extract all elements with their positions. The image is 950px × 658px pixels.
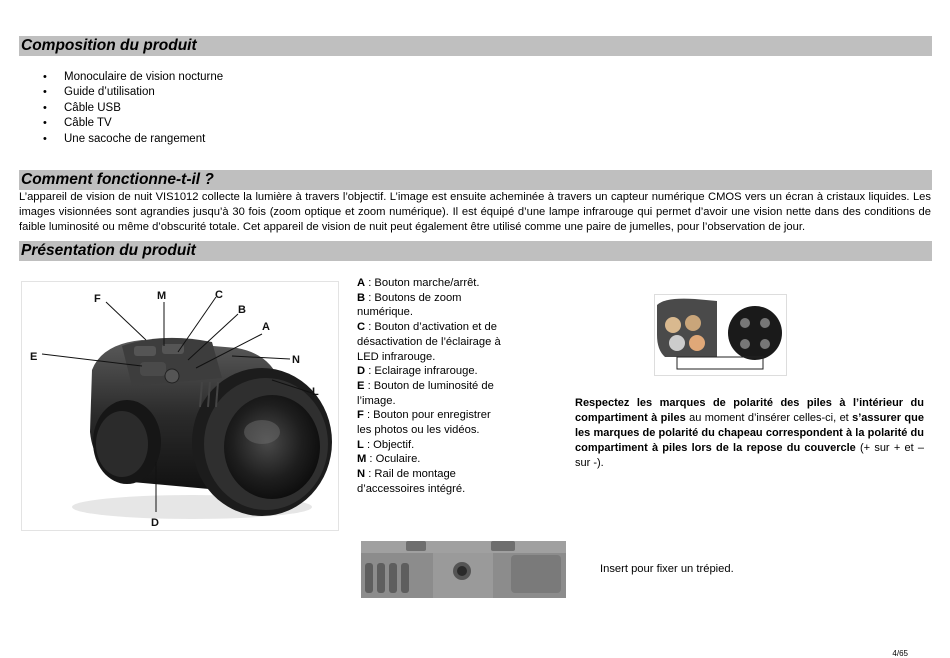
monocular-illustration — [22, 282, 338, 530]
battery-illustration — [655, 295, 786, 375]
list-item: • Câble USB — [40, 101, 223, 116]
section-header-composition — [19, 36, 932, 56]
section-title: Comment fonctionne-t-il ? — [21, 171, 214, 188]
diagram-label-l: L — [312, 386, 319, 398]
diagram-label-f: F — [94, 293, 101, 305]
description-paragraph: L’appareil de vision de nuit VIS1012 collecte la lumière à travers l’objectif. L’image est ensuite acheminée à travers un capteur numérique CMOS vers un écran à cristaux liquides. Les images visionnées sont agrandies jusqu’à 30 fois (zoom optique et zoom numérique). Il est équipé d’une lampe infrarouge qui permet d’avoir une vision nette dans des conditions de faible luminosité ou même d’obscurité totale. Cet appareil de vision de nuit peut également être utilisé comme une paire de jumelles, pour l’observation de jour. — [19, 191, 931, 234]
list-item: • Une sacoche de rangement — [40, 132, 223, 147]
section-title: Composition du produit — [21, 37, 197, 54]
tripod-insert-image — [361, 541, 566, 598]
components-list — [40, 70, 223, 147]
diagram-label-m: M — [157, 290, 167, 302]
legend-item: C : Bouton d’activation et de désactivation de l’éclairage à LED infrarouge. — [357, 321, 501, 363]
legend-item: M : Oculaire. — [357, 453, 421, 466]
legend-item: L : Objectif. — [357, 438, 415, 451]
legend-item: F : Bouton pour enregistrer les photos ou les vidéos. — [357, 409, 491, 437]
diagram-label-e: E — [30, 351, 38, 363]
legend-item: E : Bouton de luminosité de l’image. — [357, 379, 494, 407]
diagram-label-b: B — [238, 304, 246, 316]
tripod-illustration — [361, 541, 566, 598]
list-item: • Guide d’utilisation — [40, 85, 223, 100]
tripod-caption: Insert pour fixer un trépied. — [600, 563, 734, 575]
section-title: Présentation du produit — [21, 242, 196, 259]
section-header-presentation — [19, 241, 932, 261]
section-header-fonctionnement — [19, 170, 932, 190]
list-item: • Câble TV — [40, 116, 223, 131]
polarity-instructions: Respectez les marques de polarité des piles à l’intérieur du compartiment à piles au moment d’insérer celles-ci, et s’assurer que les marques de polarité du chapeau correspondent à la polarité du compartiment à piles lors de la repose du couvercle (+ sur + et – sur -). — [575, 397, 924, 469]
legend-item: B : Boutons de zoom numérique. — [357, 291, 462, 319]
legend-item: N : Rail de montage d’accessoires intégré. — [357, 468, 466, 495]
page-number: 4/65 — [892, 649, 908, 658]
legend-item: A : Bouton marche/arrêt. — [357, 277, 480, 289]
device-diagram — [21, 281, 339, 531]
diagram-label-a: A — [262, 321, 270, 333]
diagram-label-d: D — [151, 517, 159, 529]
battery-compartment-image — [654, 294, 787, 376]
list-item: • Monoculaire de vision nocturne — [40, 70, 223, 85]
diagram-label-n: N — [292, 354, 300, 366]
diagram-label-c: C — [215, 289, 223, 301]
legend-item: D : Eclairage infrarouge. — [357, 365, 478, 378]
component-legend — [357, 276, 502, 497]
